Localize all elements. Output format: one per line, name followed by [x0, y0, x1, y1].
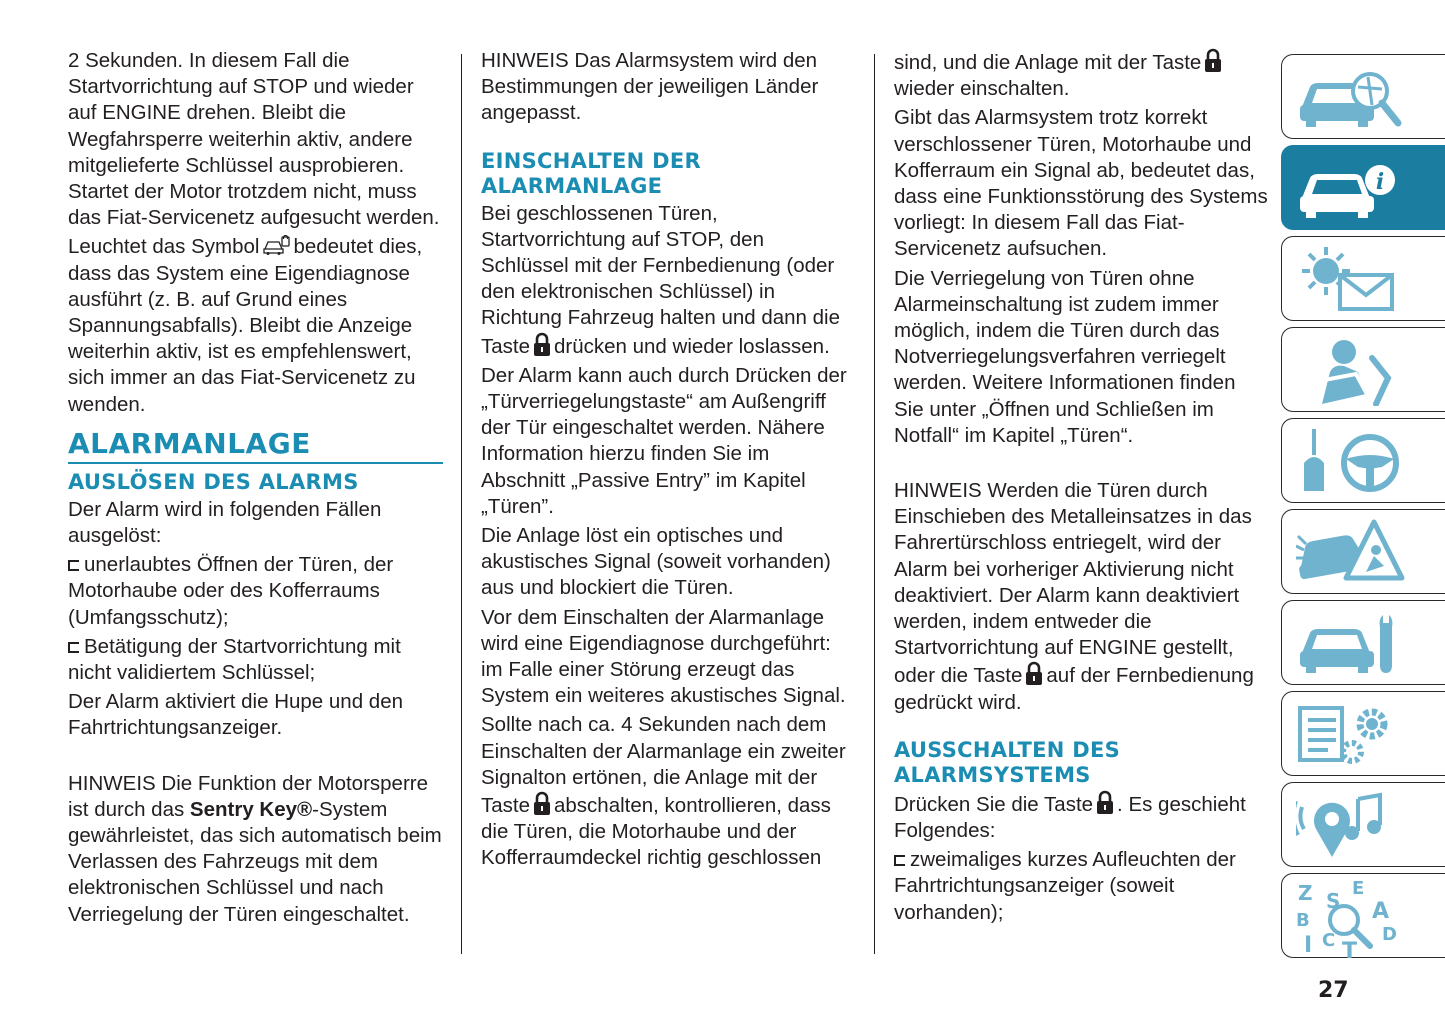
paragraph-text: Bei geschlossenen Türen, Startvorrichtung auf STOP, den Schlüssel mit der Fernbedienung (oder den elektronischen Schlüssel) in Richtung Fahrzeug halten und dann die Taste — [481, 201, 841, 358]
tab-info[interactable] — [1281, 145, 1445, 230]
tab-index[interactable] — [1281, 873, 1445, 958]
index-letter: T — [1342, 939, 1358, 960]
crash-warning-triangle-icon — [1296, 516, 1406, 588]
tab-starting-driving[interactable] — [1281, 418, 1445, 503]
paragraph: Die Verriegelung von Türen ohne Alarmeinschaltung ist zudem immer möglich, indem die Türen durch das Notverriegelungsverfahren verriegelt werden. Weitere Informationen finden Sie unter „Öffnen und Schließen im Notfall“ im Kapitel „Türen“. — [894, 266, 1236, 447]
tab-multimedia[interactable] — [1281, 782, 1445, 867]
paragraph-text: . Es geschieht Folgendes: — [894, 792, 1246, 843]
car-service-wrench-icon — [1296, 607, 1406, 679]
paragraph — [481, 201, 856, 360]
index-letter: E — [1352, 880, 1365, 899]
paragraph-text: Leuchtet das Symbol — [68, 235, 260, 259]
paragraph-text: bedeutet dies, dass das System eine Eigendiagnose ausführt (z. B. auf Grund eines Spannungsabfalls). Bleibt die Anzeige weiterhin aktiv, ist es empfehlenswert, sich immer an das Fiat-Servicenetz zu wenden. — [68, 235, 423, 416]
lock-button-icon — [532, 791, 552, 817]
list-item — [68, 552, 443, 631]
column-right — [894, 48, 1269, 929]
alphabetical-index-icon — [1296, 880, 1406, 960]
note-text: HINWEIS Die Funktion der Motorsperre ist durch das — [68, 771, 429, 821]
column-middle — [481, 48, 856, 875]
page-number: 27 — [1318, 978, 1349, 1003]
subsection-heading: AUSLÖSEN DES ALARMS — [68, 469, 359, 494]
list-item — [68, 634, 443, 686]
column-divider — [874, 54, 875, 954]
paragraph-text: Drücken Sie die Taste — [894, 792, 1094, 816]
car-search-icon — [1296, 61, 1406, 133]
lock-button-icon — [1203, 48, 1223, 74]
subsection-heading: EINSCHALTEN DER ALARMANLAGE — [481, 148, 702, 198]
car-info-icon — [1296, 152, 1406, 224]
lock-button-icon — [532, 332, 552, 358]
note-text: auf der Fernbedienung gedrückt wird. — [894, 664, 1254, 714]
paragraph: Vor dem Einschalten der Alarmanlage wird eine Eigendiagnose durchgeführt: im Falle einer Störung erzeugt das System ein weiteres akustisches Signal. — [481, 605, 846, 708]
tab-maintenance[interactable] — [1281, 600, 1445, 685]
tab-warning-lights[interactable] — [1281, 236, 1445, 321]
list-item — [894, 847, 1269, 926]
index-letter: D — [1382, 924, 1397, 945]
note-text: HINWEIS Werden die Türen durch Einschieben des Metalleinsatzes in das Fahrertürschloss entriegelt, wird der Alarm bei vorheriger Aktivierung nicht deaktiviert. Der Alarm kann deaktiviert werden, indem entweder die Startvorrichtung auf ENGINE gestellt, oder die Taste — [894, 479, 1252, 688]
column-left — [68, 48, 443, 931]
note-paragraph — [894, 478, 1269, 716]
tab-car-overview[interactable] — [1281, 54, 1445, 139]
svg-text:i: i — [1375, 169, 1385, 195]
paragraph: Der Alarm wird in folgenden Fällen ausgelöst: — [68, 497, 382, 548]
paragraph: Die Anlage löst ein optisches und akustisches Signal (soweit vorhanden) aus und blockiert die Türen. — [481, 524, 831, 600]
index-letter: I — [1304, 933, 1313, 958]
paragraph — [68, 234, 443, 417]
note-text: -System gewährleistet, das sich automatisch beim Verlassen des Fahrzeugs mit dem elektronischen Schlüssel und nach Verriegelung der Türen eingeschaltet. — [68, 797, 442, 926]
paragraph: Der Alarm kann auch durch Drücken der „Türverriegelungstaste“ am Außengriff der Tür eingeschaltet werden. Nähere Information hierzu finden Sie im Abschnitt „Passive Entry” im Kapitel „Türen”. — [481, 363, 847, 518]
paragraph — [894, 48, 1269, 102]
paragraph: Der Alarm aktiviert die Hupe und den Fahrtrichtungsanzeiger. — [68, 690, 404, 740]
paragraph: Gibt das Alarmsystem trotz korrekt verschlossener Türen, Motorhaube und Kofferraum ein Signal ab, bedeutet das, dass eine Funktionsstörung des Systems vorliegt: In diesem Fall das Fiat-Servicenetz aufsuchen. — [894, 106, 1268, 261]
bullet-icon — [68, 560, 79, 571]
lock-button-icon — [1095, 790, 1115, 816]
paragraph-text: Sollte nach ca. 4 Sekunden nach dem Einschalten der Alarmanlage ein zweiter Signalton ertönen, die Anlage mit der Taste — [481, 713, 846, 818]
lock-button-icon — [1024, 661, 1044, 687]
key-steering-wheel-icon — [1296, 425, 1406, 497]
index-letter: A — [1372, 899, 1390, 924]
note-bold-text: Sentry Key® — [189, 797, 313, 821]
section-heading: ALARMANLAGE — [68, 428, 443, 464]
list-item-text: Betätigung der Startvorrichtung mit nicht validiertem Schlüssel; — [68, 634, 401, 685]
index-letter: B — [1296, 910, 1310, 931]
paragraph-text: wieder einschalten. — [894, 77, 1070, 101]
tab-emergency[interactable] — [1281, 509, 1445, 594]
paragraph: 2 Sekunden. In diesem Fall die Startvorrichtung auf STOP und wieder auf ENGINE drehen. Bleibt die Wegfahrsperre weiterhin aktiv, andere mitgelieferte Schlüssel ausprobieren. Startet der Motor trotzdem nicht, muss das Fiat-Servicenetz aufgesucht werden. — [68, 49, 440, 230]
index-letter: S — [1326, 889, 1341, 913]
list-item-text: zweimaliges kurzes Aufleuchten der Fahrtrichtungsanzeiger (soweit vorhanden); — [894, 848, 1236, 924]
paragraph — [894, 790, 1269, 844]
note-paragraph — [68, 771, 443, 928]
specifications-gear-icon — [1296, 698, 1406, 770]
column-divider — [461, 54, 462, 954]
paragraph-text: sind, und die Anlage mit der Taste — [894, 51, 1202, 74]
car-alarm-symbol-icon — [261, 235, 291, 257]
airbag-passenger-icon — [1296, 334, 1406, 406]
list-item-text: unerlaubtes Öffnen der Türen, der Motorhaube oder des Kofferraums (Umfangsschutz); — [68, 553, 394, 629]
bullet-icon — [894, 855, 905, 866]
bullet-icon — [68, 642, 79, 653]
index-letter: Z — [1298, 881, 1313, 905]
index-letter: C — [1322, 930, 1336, 951]
note-paragraph: HINWEIS Das Alarmsystem wird den Bestimmungen der jeweiligen Länder angepasst. — [481, 49, 819, 125]
subsection-heading: AUSSCHALTEN DES ALARMSYSTEMS — [894, 737, 1121, 787]
paragraph-text: drücken und wieder loslassen. — [554, 334, 830, 358]
tab-safety[interactable] — [1281, 327, 1445, 412]
tab-technical-data[interactable] — [1281, 691, 1445, 776]
paragraph-text: abschalten, kontrollieren, dass die Türen, die Motorhaube und der Kofferraumdeckel richtig geschlossen — [481, 794, 831, 870]
paragraph — [481, 712, 856, 871]
multimedia-location-icon — [1296, 789, 1406, 861]
warning-light-message-icon — [1296, 243, 1406, 315]
